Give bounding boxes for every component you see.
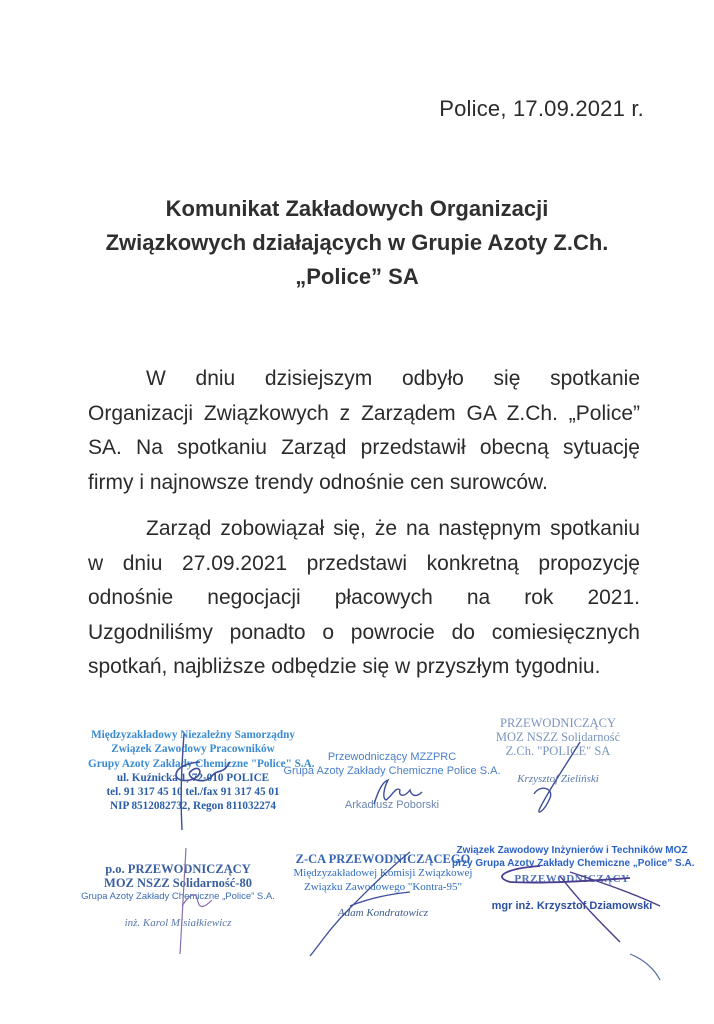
stamp-line: Międzyzakładowej Komisji Związkowej [293,867,473,879]
stamp-line: Związek Zawodowy Inżynierów i Techników MOZ [456,845,688,856]
title-line: „Police” SA [295,264,419,289]
paragraph-line: SA. Na spotkaniu Zarząd przedstawił obecną sytuację [88,436,640,459]
paragraph-line: firmy i najnowsze trendy odnośnie cen surowców. [88,470,548,494]
paragraph-line: spotkań, najbliższe odbędzie się w przyszłym tygodniu. [88,655,601,678]
stamp-kontra-95 [288,852,478,920]
stamp-solidarnosc-80 [78,862,278,930]
stamp-line: MOZ NSZZ Solidarność-80 [104,876,252,890]
signatory-name: inż. Karol Misiałkiewicz [124,917,232,929]
paragraph-line: w dniu 27.09.2021 przedstawi konkretną propozycję [88,551,640,575]
paragraph-line: Organizacji Związkowych z Zarządem GA Z.Ch. „Police” [88,401,640,425]
stamp-line: Grupa Azoty Zakłady Chemiczne Police S.A. [283,765,501,777]
stamp-line: Przewodniczący MZZPRC [327,751,457,763]
signatory-name: Adam Kondratowicz [337,907,429,919]
paragraph-1 [88,362,640,500]
signatory-name: Krzysztof Zieliński [517,773,599,785]
paragraph-line: odnośnie negocjacji płacowych na rok 2021. [88,586,640,609]
paragraph-line: Zarząd zobowiązał się, że na następnym spotkaniu [146,517,640,540]
title-line: Związkowych działających w Grupie Azoty Z.Ch. [105,230,609,255]
stamp-line: NIP 8512082732, Regon 811032274 [110,800,276,813]
stamp-line: MOZ NSZZ Solidarność [495,730,621,744]
stamp-line: przy Grupa Azoty Zakłady Chemiczne „Police” S.A. [452,858,695,869]
title-line: Komunikat Zakładowych Organizacji [165,196,549,221]
place-date: Police, 17.09.2021 r. [439,96,644,121]
stamp-line: Związku Zawodowego "Kontra-95" [303,881,463,893]
stamp-line: Grupy Azoty Zakłady Chemiczne "Police" S.A. [88,757,315,770]
signatory-name: mgr inż. Krzysztof Dziamowski [491,900,653,912]
signatory-name: Arkadiusz Poborski [344,799,440,811]
stamp-line: Międzyzakładowy Niezależny Samorządny [91,729,295,741]
stamp-line: PRZEWODNICZĄCY [514,873,630,885]
paragraph-line: Uzgodniliśmy ponadto o powrocie do comiesięcznych [88,620,640,644]
stamp-zzit [452,844,695,913]
document-title [0,192,714,294]
stamp-line: Z.Ch. "POLICE" SA [505,744,611,758]
stamp-mzzprc [282,750,502,812]
stamp-solidarnosc-zch [478,716,638,786]
stamp-line: PRZEWODNICZĄCY [500,716,616,730]
stamp-line: Z-CA PRZEWODNICZĄCEGO [295,852,471,866]
paragraph-line: W dniu dzisiejszym odbyło się spotkanie [146,367,640,390]
stamp-line: Grupa Azoty Zakłady Chemiczne „Police” S.A. [81,891,275,902]
paragraph-2 [88,512,640,685]
stamp-line: Związek Zawodowy Pracowników [111,743,275,756]
stamp-mnszz [88,728,315,814]
stamp-line: ul. Kuźnicka 1, 72-010 POLICE [116,771,270,784]
stamp-line: tel. 91 317 45 10 tel./fax 91 317 45 01 [106,786,280,799]
stamp-line: p.o. PRZEWODNICZĄCY [105,862,251,876]
